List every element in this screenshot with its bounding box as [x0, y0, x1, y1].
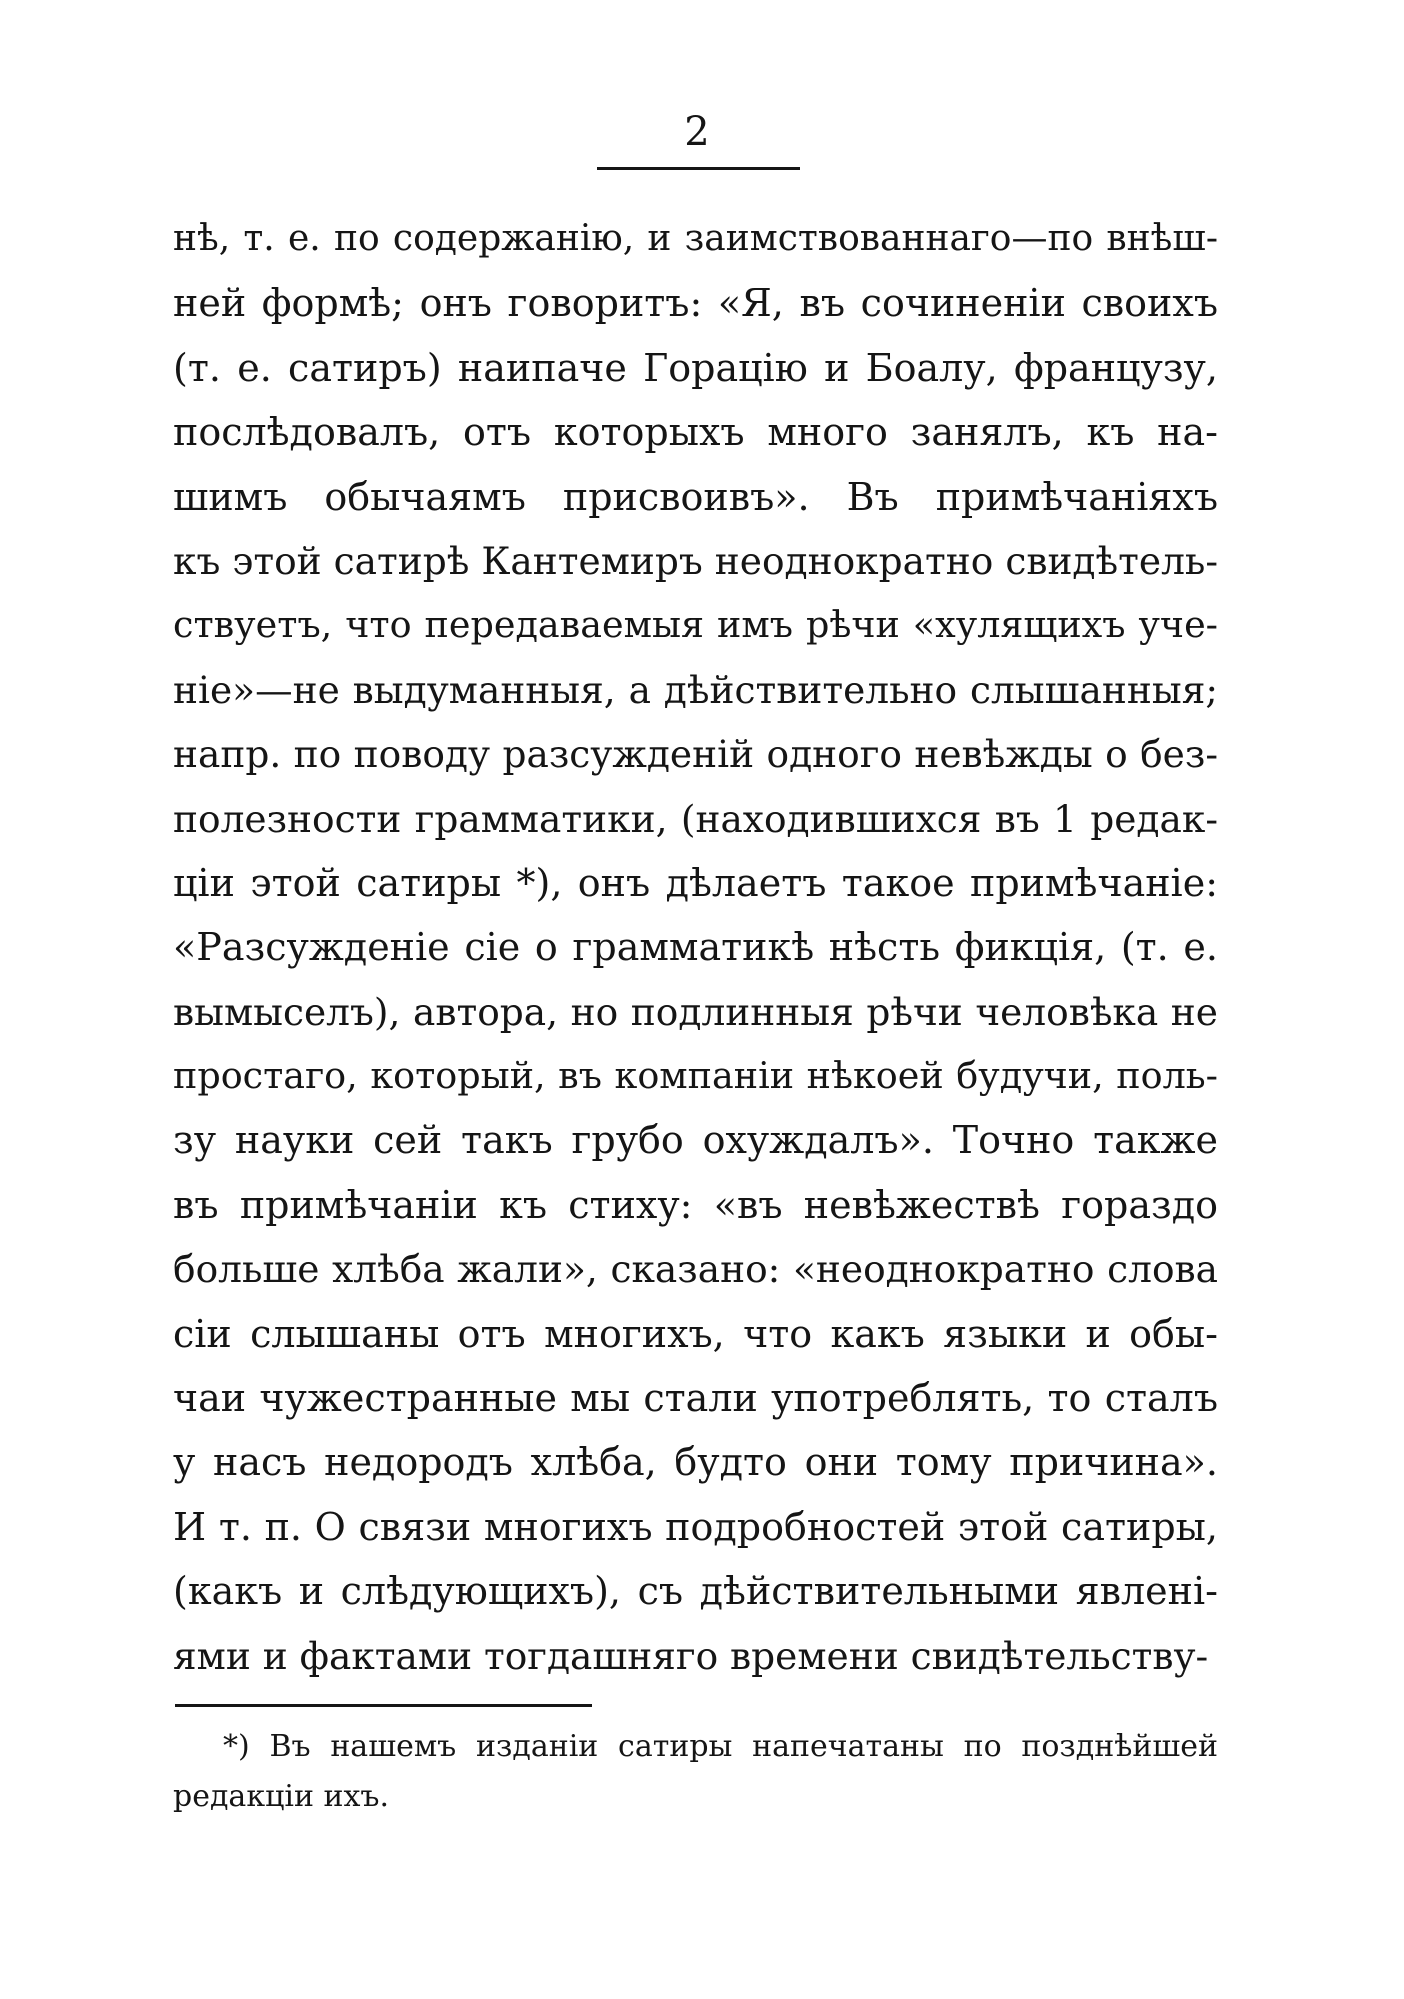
body-line: сіи слышаны отъ многихъ, что какъ языки и обы- [173, 1311, 1218, 1356]
footnote [173, 1722, 1218, 1822]
body-line: въ примѣчаніи къ стиху: «въ невѣжествѣ гораздо [173, 1182, 1218, 1227]
body-line: вымыселъ), автора, но подлинныя рѣчи человѣка не [173, 989, 1218, 1034]
body-line: «Разсужденіе сіе о грамматикѣ нѣсть фикція, (т. е. [173, 925, 1218, 970]
body-line: у насъ недородъ хлѣба, будто они тому причина». [173, 1440, 1218, 1485]
footnote-line: редакціи ихъ. [173, 1779, 390, 1814]
body-line: ней формѣ; онъ говоритъ: «Я, въ сочиненіи своихъ [173, 281, 1218, 326]
body-line: ніе»—не выдуманныя, а дѣйствительно слышанныя; [173, 667, 1218, 712]
body-line: ціи этой сатиры *), онъ дѣлаетъ такое примѣчаніе: [173, 860, 1218, 905]
body-line: (т. е. сатиръ) наипаче Горацію и Боалу, французу, [173, 345, 1218, 390]
body-line: шимъ обычаямъ присвоивъ». Въ примѣчаніяхъ [173, 474, 1218, 519]
page-number: 2 [684, 109, 710, 155]
body-line: (какъ и слѣдующихъ), съ дѣйствительными явлені- [173, 1569, 1218, 1614]
body-line: напр. по поводу разсужденій одного невѣжды о без- [173, 732, 1218, 777]
body-text [173, 207, 1218, 1688]
footnote-rule [175, 1704, 592, 1707]
header-rule [597, 167, 800, 170]
body-line: зу науки сей такъ грубо охуждалъ». Точно также [173, 1118, 1218, 1163]
body-line: больше хлѣба жали», сказано: «неоднократно слова [173, 1247, 1218, 1292]
body-line: ствуетъ, что передаваемыя имъ рѣчи «хулящихъ уче- [173, 603, 1218, 647]
footnote-line: *) Въ нашемъ изданіи сатиры напечатаны по позднѣйшей [223, 1729, 1218, 1764]
body-line: чаи чужестранные мы стали употреблять, то сталъ [173, 1376, 1218, 1421]
body-line: къ этой сатирѣ Кантемиръ неоднократно свидѣтель- [173, 538, 1218, 583]
body-line: нѣ, т. е. по содержанію, и заимствованнаго—по внѣш- [173, 218, 1218, 259]
body-line: послѣдовалъ, отъ которыхъ много занялъ, къ на- [173, 410, 1218, 455]
body-line: ями и фактами тогдашняго времени свидѣтельству- [173, 1633, 1209, 1678]
body-line: полезности грамматики, (находившихся въ 1 редак- [173, 796, 1218, 841]
body-line: простаго, который, въ компаніи нѣкоей будучи, поль- [173, 1054, 1218, 1098]
body-line: И т. п. О связи многихъ подробностей этой сатиры, [173, 1504, 1218, 1549]
